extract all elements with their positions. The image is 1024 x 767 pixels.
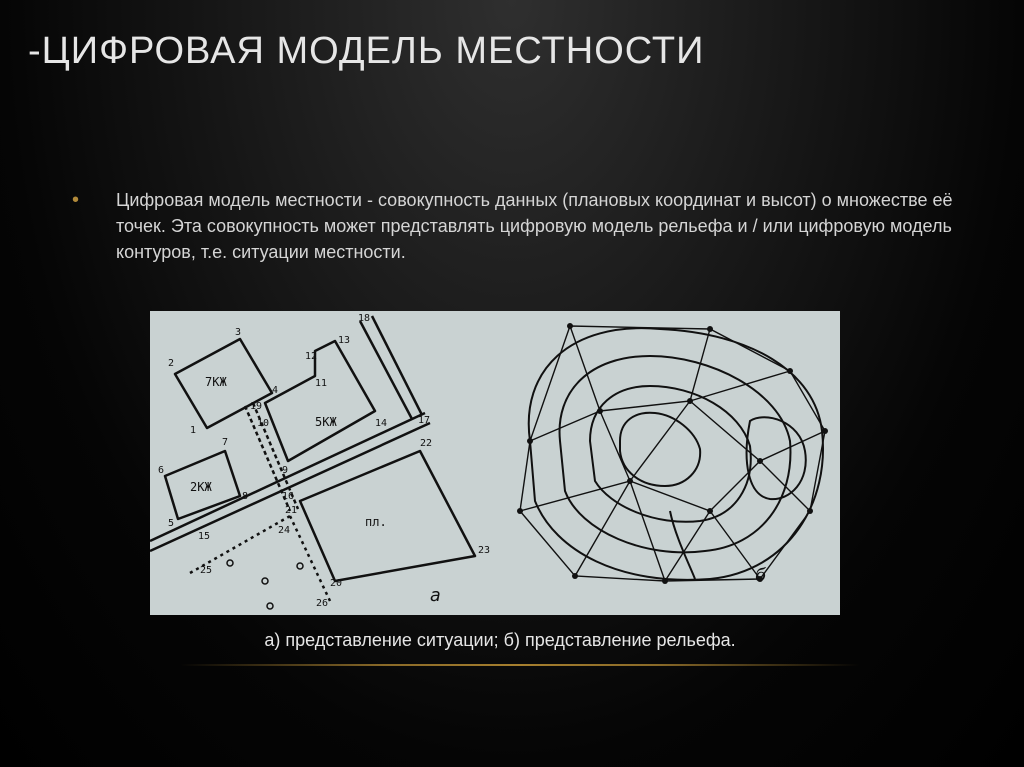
label-plot: пл. [365,515,387,529]
point-label: 13 [338,335,351,346]
point-label: 17 [418,415,431,426]
point-label: 2 [168,358,175,369]
point-label: 10 [257,418,270,429]
label-2kzh: 2КЖ [190,480,212,494]
point-label: 19 [250,401,263,412]
figure-image [150,311,840,615]
bullet-text: Цифровая модель местности - совокупность данных (плановых координат и высот) о множестве её точек. Эта совокупность может представлять цифровую модель рельефа и / или цифровую модель контуров, т.е. ситуации местности. [116,190,953,262]
point-label: 7 [222,437,229,448]
point-label: 16 [282,491,295,502]
point-label: 11 [315,378,328,389]
label-5kzh: 5КЖ [315,415,337,429]
point-label: 6 [158,465,165,476]
label-7kzh: 7КЖ [205,375,227,389]
divider [180,664,860,666]
panel-b-letter: б [755,565,766,586]
point-label: 1 [190,425,197,436]
point-label: 18 [358,313,371,324]
point-label: 22 [420,438,433,449]
point-label: 8 [242,491,249,502]
point-label: 25 [200,565,213,576]
point-label: 3 [235,327,242,338]
bullet-marker: • [72,189,80,211]
panel-a-letter: а [430,585,441,606]
point-label: 26 [316,598,329,609]
slide-title: -ЦИФРОВАЯ МОДЕЛЬ МЕСТНОСТИ [28,30,705,72]
point-label: 9 [282,465,289,476]
point-label: 24 [278,525,291,536]
figure-drawing [150,311,840,615]
point-label: 4 [272,385,279,396]
point-label: 21 [285,505,298,516]
point-label: 23 [478,545,491,556]
point-label: 12 [305,351,318,362]
point-label: 5 [168,518,175,529]
point-label: 20 [330,578,343,589]
point-label: 14 [375,418,388,429]
figure-caption: а) представление ситуации; б) представление рельефа. [264,630,736,650]
panel-relief-points [517,323,828,584]
point-label: 15 [198,531,211,542]
